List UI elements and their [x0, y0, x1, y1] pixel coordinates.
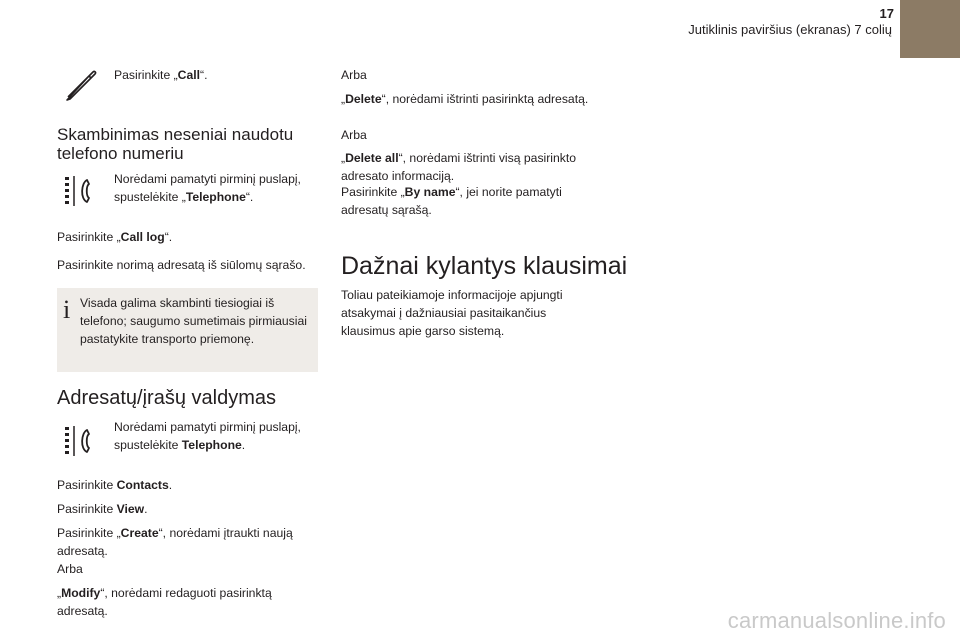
contacts-management-heading: Adresatų/įrašų valdymas [57, 387, 276, 409]
info-icon: i [63, 295, 71, 324]
or-text-1: Arba [57, 562, 83, 576]
select-contacts-text: Pasirinkite Contacts. [57, 478, 173, 492]
delete-contact-text: „Delete“, norėdami ištrinti pasirinktą adresatą. [341, 92, 589, 106]
stylus-icon [62, 64, 102, 104]
section-title: Jutiklinis paviršius (ekranas) 7 colių [688, 22, 892, 37]
page-number: 17 [879, 6, 894, 21]
select-view-text: Pasirinkite View. [57, 502, 148, 516]
select-contact-text: Pasirinkite norimą adresatą iš siūlomų sąrašo. [57, 258, 306, 272]
by-name-text: Pasirinkite „By name“, jei norite pamatyti adresatų sąrašą. [341, 185, 562, 217]
main-page-instruction-2: Norėdami pamatyti pirminį puslapį, spustelėkite Telephone. [114, 420, 301, 452]
delete-all-text: „Delete all“, norėdami ištrinti visą pasirinkto adresato informaciją. [341, 151, 577, 183]
or-text-2: Arba [341, 68, 367, 82]
chapter-tab [900, 0, 960, 58]
main-page-instruction-1: Norėdami pamatyti pirminį puslapį, spustelėkite „Telephone“. [114, 172, 301, 204]
faq-heading: Dažnai kylantys klausimai [341, 252, 628, 280]
info-box-text: Visada galima skambinti tiesiogiai iš telefono; saugumo sumetimais pirmiausiai pastatykite transporto priemonę. [80, 296, 307, 346]
create-contact-text: Pasirinkite „Create“, norėdami įtraukti naują adresatą. [57, 526, 293, 558]
modify-contact-text: „Modify“, norėdami redaguoti pasirinktą adresatą. [57, 586, 272, 618]
recent-number-heading: Skambinimas neseniai naudotu telefono numeriu [57, 125, 294, 163]
watermark: carmanualsonline.info [727, 608, 946, 633]
faq-intro-text: Toliau pateikiamoje informacijoje apjungti atsakymai į dažniausiai pasitaikančius klausimus apie garso sistemą. [341, 288, 563, 338]
phone-handset-icon [60, 172, 98, 210]
select-call-text: Pasirinkite „Call“. [114, 68, 208, 82]
phone-handset-icon [60, 422, 98, 460]
select-call-log-text: Pasirinkite „Call log“. [57, 230, 173, 244]
or-text-3: Arba [341, 128, 367, 142]
